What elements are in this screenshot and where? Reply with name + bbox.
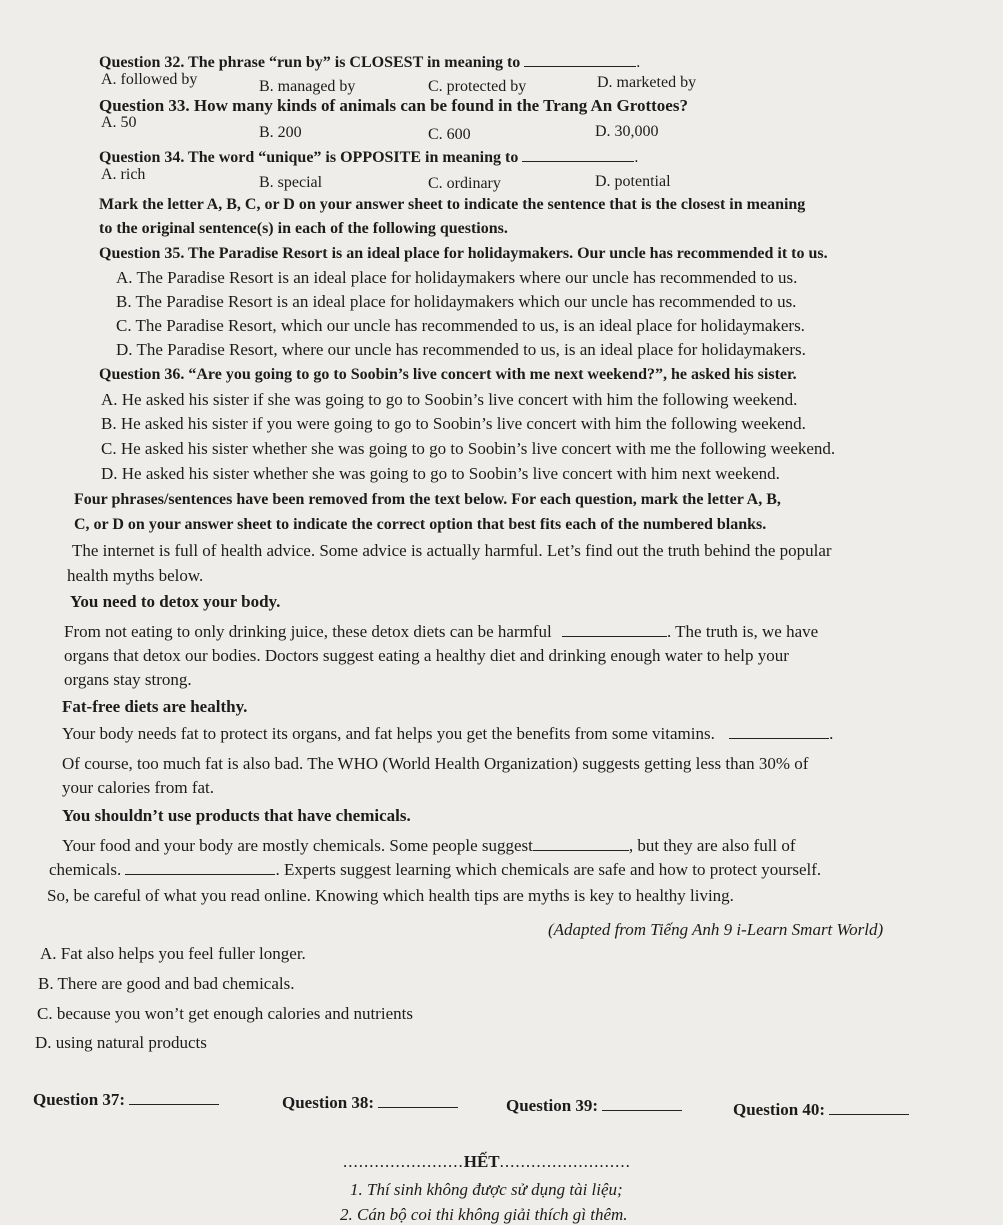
q34-option-d: D. potential <box>595 173 671 190</box>
q36-option-b: B. He asked his sister if you were going to go to Soobin’s live concert with him the following weekend. <box>101 414 806 433</box>
blank-39 <box>533 836 629 851</box>
passage-p3-line-3: So, be careful of what you read online. Knowing which health tips are myths is key to healthy living. <box>47 886 734 905</box>
fill-option-d: D. using natural products <box>35 1033 207 1052</box>
q33-option-c: C. 600 <box>428 126 471 143</box>
answer-q40 <box>733 1100 909 1120</box>
answer-q37-blank <box>129 1090 219 1105</box>
p3-text-a-end: , but they are also full of <box>628 836 796 855</box>
passage-p1-line-3: organs stay strong. <box>64 670 192 689</box>
blank-37 <box>562 622 667 637</box>
q32-option-a: A. followed by <box>101 71 198 88</box>
blank-40 <box>125 860 275 875</box>
passage-intro-1: The internet is full of health advice. Some advice is actually harmful. Let’s find out the truth behind the popular <box>72 541 832 560</box>
passage-p2-line-3: your calories from fat. <box>62 778 214 797</box>
p2-text-a: Your body needs fat to protect its organs, and fat helps you get the benefits from some vitamins. <box>62 724 715 743</box>
answer-q37 <box>33 1090 219 1110</box>
question-35-stem: Question 35. The Paradise Resort is an ideal place for holidaymakers. Our uncle has recommended it to us. <box>99 245 828 262</box>
blank-38 <box>729 724 829 739</box>
p2-end: . <box>829 724 834 743</box>
q35-option-b: B. The Paradise Resort is an ideal place for holidaymakers which our uncle has recommended to us. <box>116 292 797 311</box>
q34-blank <box>522 147 634 162</box>
q34-option-c: C. ordinary <box>428 175 501 192</box>
q34-option-b: B. special <box>259 174 323 191</box>
q34-end: . <box>634 149 639 166</box>
answer-q39 <box>506 1096 682 1116</box>
p1-text-b: . The truth is, we have <box>666 622 819 641</box>
q32-stem-text: Question 32. The phrase “run by” is CLOSEST in meaning to <box>99 54 521 71</box>
passage-p1-line-1 <box>64 622 818 642</box>
passage-p2-line-2: Of course, too much fat is also bad. The WHO (World Health Organization) suggests getting less than 30% of <box>62 754 809 773</box>
end-dots-left: ....................... <box>343 1152 464 1171</box>
q34-option-a: A. rich <box>101 166 146 183</box>
passage-heading-3: You shouldn’t use products that have chemicals. <box>62 806 411 825</box>
p3-text-a: Your food and your body are mostly chemicals. Some people suggest <box>62 836 533 855</box>
q32-end: . <box>636 54 641 71</box>
q32-option-d: D. marketed by <box>597 74 697 91</box>
q32-option-c: C. protected by <box>428 78 527 95</box>
end-word: HẾT <box>463 1152 500 1171</box>
instruction-1-line-1: Mark the letter A, B, C, or D on your answer sheet to indicate the sentence that is the closest in meaning <box>99 196 806 213</box>
passage-p3-line-1 <box>62 836 796 856</box>
footer-note-1: 1. Thí sinh không được sử dụng tài liệu; <box>350 1180 623 1199</box>
passage-heading-1: You need to detox your body. <box>70 592 281 611</box>
instruction-2-line-1: Four phrases/sentences have been removed from the text below. For each question, mark the letter A, B, <box>74 491 781 508</box>
q36-option-c: C. He asked his sister whether she was going to go to Soobin’s live concert with me the following weekend. <box>101 439 836 458</box>
answer-q37-label: Question 37: <box>33 1090 126 1109</box>
fill-option-b: B. There are good and bad chemicals. <box>38 974 295 993</box>
end-marker <box>343 1152 631 1172</box>
passage-p3-line-2 <box>49 860 821 880</box>
end-dots-right: ......................... <box>499 1152 631 1171</box>
answer-q40-blank <box>829 1100 909 1115</box>
q36-option-a: A. He asked his sister if she was going to go to Soobin’s live concert with him the following weekend. <box>101 390 798 409</box>
footer-note-2: 2. Cán bộ coi thi không giải thích gì thêm. <box>340 1205 628 1224</box>
q35-option-a: A. The Paradise Resort is an ideal place for holidaymakers where our uncle has recommended to us. <box>116 268 798 287</box>
p3-text-b-start: chemicals. <box>49 860 122 879</box>
answer-q40-label: Question 40: <box>733 1100 826 1119</box>
passage-intro-2: health myths below. <box>67 566 204 585</box>
q36-option-d: D. He asked his sister whether she was going to go to Soobin’s live concert with him next weekend. <box>101 464 780 483</box>
instruction-1-line-2: to the original sentence(s) in each of the following questions. <box>99 220 508 237</box>
p1-text-a: From not eating to only drinking juice, these detox diets can be harmful <box>64 622 552 641</box>
answer-q38 <box>282 1093 458 1113</box>
passage-source: (Adapted from Tiếng Anh 9 i-Learn Smart World) <box>548 920 884 939</box>
q33-option-a: A. 50 <box>101 114 137 131</box>
passage-p2-line-1 <box>62 724 833 744</box>
q32-blank <box>524 52 636 67</box>
q35-option-c: C. The Paradise Resort, which our uncle has recommended to us, is an ideal place for holidaymakers. <box>116 316 805 335</box>
question-34-stem <box>99 147 638 168</box>
q33-option-d: D. 30,000 <box>595 123 659 140</box>
fill-option-c: C. because you won’t get enough calories and nutrients <box>37 1004 413 1023</box>
answer-q39-blank <box>602 1096 682 1111</box>
q32-option-b: B. managed by <box>259 78 356 95</box>
question-36-stem: Question 36. “Are you going to go to Soobin’s live concert with me next weekend?”, he asked his sister. <box>99 366 797 383</box>
passage-p1-line-2: organs that detox our bodies. Doctors suggest eating a healthy diet and drinking enough water to help your <box>64 646 789 665</box>
instruction-2-line-2: C, or D on your answer sheet to indicate the correct option that best fits each of the numbered blanks. <box>74 516 767 533</box>
answer-q39-label: Question 39: <box>506 1096 599 1115</box>
p3-text-b-end: . Experts suggest learning which chemicals are safe and how to protect yourself. <box>275 860 822 879</box>
question-33-stem: Question 33. How many kinds of animals can be found in the Trang An Grottoes? <box>99 96 688 115</box>
q35-option-d: D. The Paradise Resort, where our uncle has recommended to us, is an ideal place for holidaymakers. <box>116 340 806 359</box>
passage-heading-2: Fat-free diets are healthy. <box>62 697 248 716</box>
fill-option-a: A. Fat also helps you feel fuller longer. <box>40 944 306 963</box>
q34-stem-text: Question 34. The word “unique” is OPPOSITE in meaning to <box>99 149 519 166</box>
answer-q38-label: Question 38: <box>282 1093 375 1112</box>
answer-q38-blank <box>378 1093 458 1108</box>
q33-option-b: B. 200 <box>259 124 302 141</box>
